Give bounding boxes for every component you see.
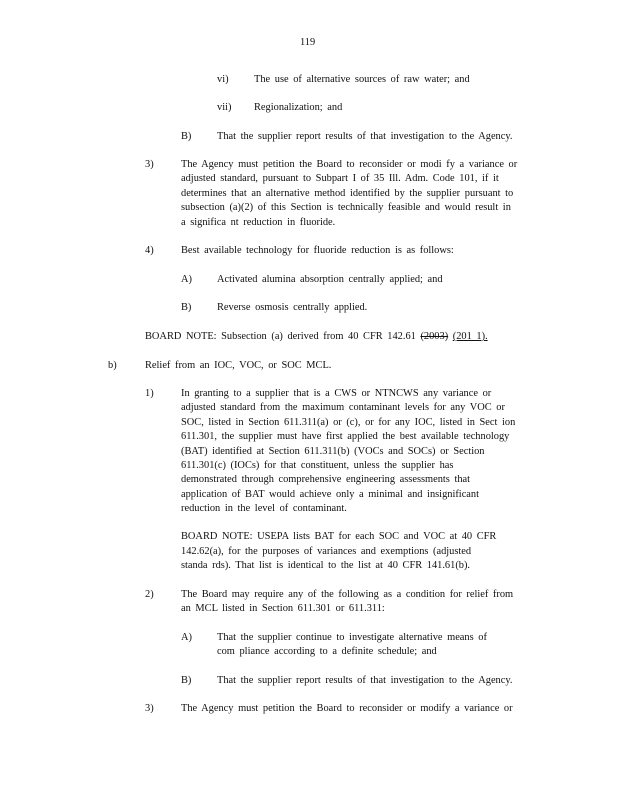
- item-label: b): [108, 360, 117, 371]
- underlined-text: (201 1).: [452, 331, 488, 342]
- board-note-text: BOARD NOTE: Subsection (a) derived from 40 CFR 142.61: [145, 331, 416, 342]
- paragraph-line: adjusted standard, pursuant to Subpart I of 35 Ill. Adm. Code 101, if it: [181, 173, 499, 184]
- item-label: B): [181, 131, 192, 142]
- item-label: 3): [145, 703, 154, 714]
- paragraph-line: (BAT) identified at Section 611.311(b) (VOCs and SOCs) or Section: [181, 446, 485, 457]
- paragraph-line: reduction in the level of contaminant.: [181, 503, 347, 514]
- item-label: 4): [145, 245, 154, 256]
- paragraph-line: The Agency must petition the Board to reconsider or modi fy a variance or: [181, 159, 518, 170]
- paragraph-line: com pliance according to a definite schedule; and: [217, 646, 437, 657]
- paragraph-line: 611.301(c) (IOCs) for that constituent, unless the supplier has: [181, 460, 454, 471]
- paragraph-line: The Board may require any of the following as a condition for relief from: [181, 589, 514, 600]
- paragraph-line: determines that an alternative method identified by the supplier pursuant to: [181, 188, 514, 199]
- item-label: A): [181, 274, 192, 285]
- paragraph-line: demonstrated through comprehensive engineering assessments that: [181, 474, 471, 485]
- paragraph-line: SOC, listed in Section 611.311(a) or (c), or for any IOC, listed in Sect ion: [181, 417, 516, 428]
- paragraph-line: an MCL listed in Section 611.301 or 611.311:: [181, 603, 385, 614]
- item-text: Reverse osmosis centrally applied.: [217, 302, 368, 313]
- item-text: The Agency must petition the Board to reconsider or modify a variance or: [181, 703, 513, 714]
- item-label: B): [181, 675, 192, 686]
- item-text: Activated alumina absorption centrally applied; and: [217, 274, 443, 285]
- item-text: Best available technology for fluoride reduction is as follows:: [181, 245, 454, 256]
- paragraph-line: That the supplier continue to investigate alternative means of: [217, 632, 487, 643]
- page-number: 119: [300, 37, 316, 48]
- item-label: 2): [145, 589, 154, 600]
- paragraph-line: adjusted standard from the maximum contaminant levels for any VOC or: [181, 402, 505, 413]
- paragraph-line: subsection (a)(2) of this Section is technically feasible and would result in: [181, 202, 511, 213]
- paragraph-line: application of BAT would achieve only a minimal and insignificant: [181, 489, 480, 500]
- paragraph-line: a significa nt reduction in fluoride.: [181, 217, 336, 228]
- item-label: vi): [217, 74, 229, 85]
- board-note: [145, 330, 488, 344]
- item-label: vii): [217, 102, 232, 113]
- item-label: 3): [145, 159, 154, 170]
- item-text: That the supplier report results of that investigation to the Agency.: [217, 131, 513, 142]
- item-text: That the supplier report results of that investigation to the Agency.: [217, 675, 513, 686]
- item-text: The use of alternative sources of raw water; and: [254, 74, 470, 85]
- item-text: Regionalization; and: [254, 102, 343, 113]
- item-label: 1): [145, 388, 154, 399]
- board-note-line: BOARD NOTE: USEPA lists BAT for each SOC and VOC at 40 CFR: [181, 531, 497, 542]
- board-note-line: 142.62(a), for the purposes of variances and exemptions (adjusted: [181, 546, 472, 557]
- paragraph-line: In granting to a supplier that is a CWS or NTNCWS any variance or: [181, 388, 492, 399]
- item-label: B): [181, 302, 192, 313]
- item-text: Relief from an IOC, VOC, or SOC MCL.: [145, 360, 332, 371]
- item-label: A): [181, 632, 192, 643]
- board-note-line: standa rds). That list is identical to the list at 40 CFR 141.61(b).: [181, 560, 471, 571]
- paragraph-line: 611.301, the supplier must have first applied the best available technology: [181, 431, 510, 442]
- struck-text: (2003): [420, 331, 449, 342]
